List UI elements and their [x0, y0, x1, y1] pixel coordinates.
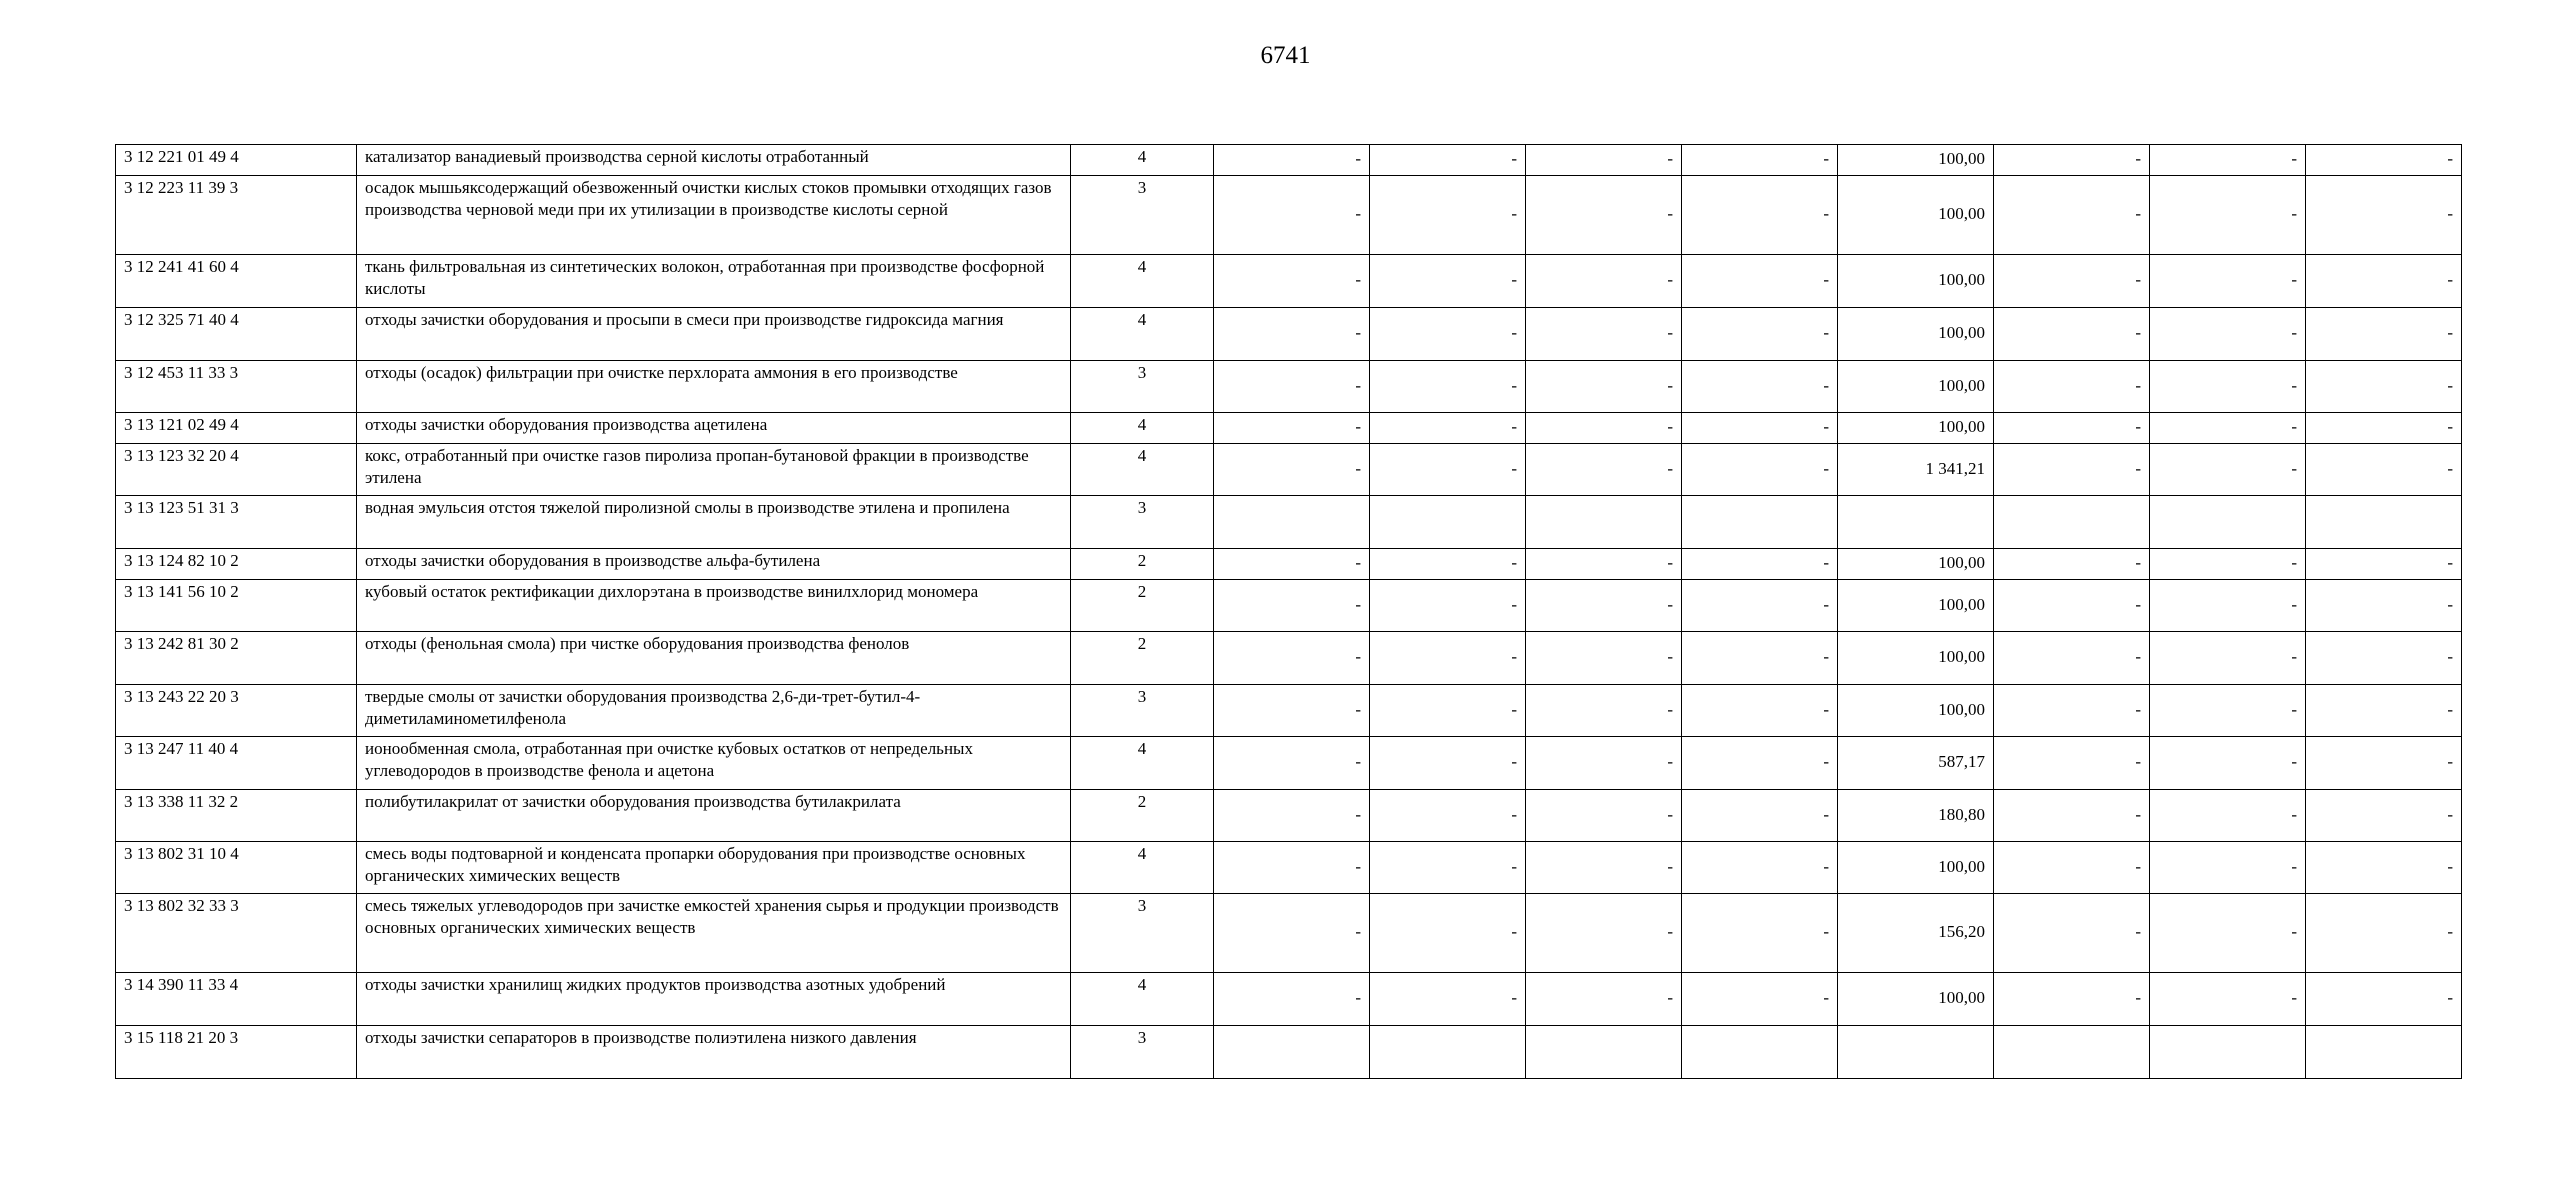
- value-cell-5: 100,00: [1838, 361, 1994, 413]
- hazard-class-cell: 4: [1071, 413, 1214, 444]
- waste-name-cell: водная эмульсия отстоя тяжелой пиролизной смолы в производстве этилена и пропилена: [357, 496, 1071, 549]
- value-cell-3: -: [1526, 790, 1682, 842]
- value-cell-6: -: [1994, 737, 2150, 790]
- value-cell-5: 100,00: [1838, 973, 1994, 1026]
- value-cell-2: -: [1370, 444, 1526, 496]
- value-cell-1: -: [1214, 145, 1370, 176]
- value-cell-6: -: [1994, 973, 2150, 1026]
- waste-code-cell: 3 12 453 11 33 3: [116, 361, 357, 413]
- table-row: [116, 685, 2462, 737]
- waste-code-cell: 3 15 118 21 20 3: [116, 1026, 357, 1079]
- value-cell-4: -: [1682, 685, 1838, 737]
- value-cell-7: -: [2150, 737, 2306, 790]
- value-cell-2: -: [1370, 894, 1526, 973]
- value-cell-1: -: [1214, 308, 1370, 361]
- value-cell-2: -: [1370, 790, 1526, 842]
- value-cell-8: -: [2306, 737, 2462, 790]
- value-cell-5: 156,20: [1838, 894, 1994, 973]
- table-row: [116, 444, 2462, 496]
- value-cell-2: -: [1370, 685, 1526, 737]
- waste-code-cell: 3 12 221 01 49 4: [116, 145, 357, 176]
- hazard-class-cell: 2: [1071, 549, 1214, 580]
- value-cell-8: -: [2306, 255, 2462, 308]
- value-cell-1: [1214, 1026, 1370, 1079]
- hazard-class-cell: 3: [1071, 894, 1214, 973]
- value-cell-8: -: [2306, 444, 2462, 496]
- value-cell-7: -: [2150, 145, 2306, 176]
- value-cell-4: -: [1682, 894, 1838, 973]
- value-cell-8: -: [2306, 842, 2462, 894]
- waste-name-cell: смесь воды подтоварной и конденсата пропарки оборудования при производстве основных органических химических веществ: [357, 842, 1071, 894]
- waste-code-cell: 3 13 802 32 33 3: [116, 894, 357, 973]
- table-row: [116, 145, 2462, 176]
- value-cell-7: -: [2150, 632, 2306, 685]
- hazard-class-cell: 4: [1071, 145, 1214, 176]
- value-cell-4: -: [1682, 973, 1838, 1026]
- value-cell-8: -: [2306, 176, 2462, 255]
- waste-name-cell: отходы зачистки оборудования в производстве альфа-бутилена: [357, 549, 1071, 580]
- value-cell-5: 100,00: [1838, 413, 1994, 444]
- value-cell-1: -: [1214, 790, 1370, 842]
- waste-code-cell: 3 13 141 56 10 2: [116, 580, 357, 632]
- value-cell-2: -: [1370, 308, 1526, 361]
- value-cell-6: -: [1994, 790, 2150, 842]
- value-cell-1: -: [1214, 549, 1370, 580]
- value-cell-7: -: [2150, 308, 2306, 361]
- value-cell-2: -: [1370, 549, 1526, 580]
- value-cell-3: -: [1526, 413, 1682, 444]
- value-cell-1: -: [1214, 361, 1370, 413]
- waste-code-cell: 3 12 241 41 60 4: [116, 255, 357, 308]
- waste-name-cell: отходы зачистки хранилищ жидких продуктов производства азотных удобрений: [357, 973, 1071, 1026]
- value-cell-2: -: [1370, 361, 1526, 413]
- value-cell-7: -: [2150, 549, 2306, 580]
- waste-name-cell: кокс, отработанный при очистке газов пиролиза пропан-бутановой фракции в производстве этилена: [357, 444, 1071, 496]
- value-cell-1: -: [1214, 444, 1370, 496]
- value-cell-3: -: [1526, 580, 1682, 632]
- waste-name-cell: полибутилакрилат от зачистки оборудования производства бутилакрилата: [357, 790, 1071, 842]
- waste-code-cell: 3 13 242 81 30 2: [116, 632, 357, 685]
- value-cell-2: -: [1370, 413, 1526, 444]
- value-cell-7: -: [2150, 842, 2306, 894]
- value-cell-2: -: [1370, 842, 1526, 894]
- value-cell-3: -: [1526, 685, 1682, 737]
- value-cell-5: 100,00: [1838, 145, 1994, 176]
- waste-code-cell: 3 13 802 31 10 4: [116, 842, 357, 894]
- table-row: [116, 496, 2462, 549]
- value-cell-7: -: [2150, 580, 2306, 632]
- waste-code-cell: 3 13 247 11 40 4: [116, 737, 357, 790]
- value-cell-6: -: [1994, 632, 2150, 685]
- page-number: 6741: [1260, 42, 1311, 69]
- value-cell-1: -: [1214, 632, 1370, 685]
- hazard-class-cell: 2: [1071, 790, 1214, 842]
- value-cell-1: -: [1214, 842, 1370, 894]
- value-cell-7: -: [2150, 361, 2306, 413]
- value-cell-6: [1994, 1026, 2150, 1079]
- hazard-class-cell: 3: [1071, 361, 1214, 413]
- hazard-class-cell: 4: [1071, 842, 1214, 894]
- table-row: [116, 176, 2462, 255]
- value-cell-7: -: [2150, 255, 2306, 308]
- table-row: [116, 737, 2462, 790]
- value-cell-6: -: [1994, 255, 2150, 308]
- waste-code-cell: 3 13 338 11 32 2: [116, 790, 357, 842]
- value-cell-5: 100,00: [1838, 632, 1994, 685]
- value-cell-2: [1370, 496, 1526, 549]
- value-cell-4: -: [1682, 444, 1838, 496]
- waste-code-cell: 3 12 325 71 40 4: [116, 308, 357, 361]
- table-row: [116, 308, 2462, 361]
- value-cell-4: [1682, 496, 1838, 549]
- value-cell-7: [2150, 1026, 2306, 1079]
- value-cell-8: -: [2306, 145, 2462, 176]
- value-cell-8: -: [2306, 632, 2462, 685]
- waste-code-cell: 3 14 390 11 33 4: [116, 973, 357, 1026]
- value-cell-5: 100,00: [1838, 685, 1994, 737]
- hazard-class-cell: 3: [1071, 1026, 1214, 1079]
- waste-name-cell: отходы (фенольная смола) при чистке оборудования производства фенолов: [357, 632, 1071, 685]
- waste-name-cell: отходы зачистки сепараторов в производстве полиэтилена низкого давления: [357, 1026, 1071, 1079]
- value-cell-8: -: [2306, 413, 2462, 444]
- value-cell-7: -: [2150, 894, 2306, 973]
- value-cell-3: -: [1526, 737, 1682, 790]
- waste-name-cell: отходы зачистки оборудования производства ацетилена: [357, 413, 1071, 444]
- value-cell-5: 180,80: [1838, 790, 1994, 842]
- value-cell-6: -: [1994, 361, 2150, 413]
- value-cell-8: -: [2306, 685, 2462, 737]
- value-cell-5: [1838, 496, 1994, 549]
- value-cell-8: [2306, 1026, 2462, 1079]
- waste-code-cell: 3 13 121 02 49 4: [116, 413, 357, 444]
- value-cell-2: -: [1370, 176, 1526, 255]
- value-cell-5: 100,00: [1838, 176, 1994, 255]
- waste-name-cell: катализатор ванадиевый производства серной кислоты отработанный: [357, 145, 1071, 176]
- table-body: [116, 145, 2462, 1079]
- waste-name-cell: твердые смолы от зачистки оборудования производства 2,6-ди-трет-бутил-4-диметиламинометилфенола: [357, 685, 1071, 737]
- hazard-class-cell: 3: [1071, 496, 1214, 549]
- waste-rates-table: [115, 144, 2462, 1079]
- value-cell-1: -: [1214, 176, 1370, 255]
- value-cell-8: [2306, 496, 2462, 549]
- value-cell-1: -: [1214, 894, 1370, 973]
- waste-code-cell: 3 13 123 51 31 3: [116, 496, 357, 549]
- value-cell-1: -: [1214, 413, 1370, 444]
- value-cell-1: -: [1214, 737, 1370, 790]
- value-cell-3: -: [1526, 444, 1682, 496]
- value-cell-3: -: [1526, 308, 1682, 361]
- value-cell-8: -: [2306, 580, 2462, 632]
- hazard-class-cell: 4: [1071, 444, 1214, 496]
- value-cell-6: -: [1994, 549, 2150, 580]
- value-cell-3: -: [1526, 973, 1682, 1026]
- waste-name-cell: кубовый остаток ректификации дихлорэтана в производстве винилхлорид мономера: [357, 580, 1071, 632]
- value-cell-3: -: [1526, 842, 1682, 894]
- value-cell-7: [2150, 496, 2306, 549]
- hazard-class-cell: 4: [1071, 973, 1214, 1026]
- hazard-class-cell: 2: [1071, 632, 1214, 685]
- hazard-class-cell: 4: [1071, 255, 1214, 308]
- value-cell-7: -: [2150, 176, 2306, 255]
- value-cell-7: -: [2150, 790, 2306, 842]
- value-cell-8: -: [2306, 549, 2462, 580]
- value-cell-3: -: [1526, 549, 1682, 580]
- value-cell-4: -: [1682, 549, 1838, 580]
- value-cell-6: -: [1994, 444, 2150, 496]
- waste-name-cell: отходы зачистки оборудования и просыпи в смеси при производстве гидроксида магния: [357, 308, 1071, 361]
- value-cell-3: -: [1526, 255, 1682, 308]
- table-row: [116, 790, 2462, 842]
- value-cell-4: [1682, 1026, 1838, 1079]
- table-row: [116, 549, 2462, 580]
- value-cell-5: 100,00: [1838, 842, 1994, 894]
- waste-code-cell: 3 13 123 32 20 4: [116, 444, 357, 496]
- value-cell-6: -: [1994, 580, 2150, 632]
- table-row: [116, 632, 2462, 685]
- value-cell-5: 1 341,21: [1838, 444, 1994, 496]
- waste-code-cell: 3 12 223 11 39 3: [116, 176, 357, 255]
- value-cell-6: -: [1994, 413, 2150, 444]
- value-cell-4: -: [1682, 580, 1838, 632]
- value-cell-3: -: [1526, 176, 1682, 255]
- waste-name-cell: ионообменная смола, отработанная при очистке кубовых остатков от непредельных углеводородов в производстве фенола и ацетона: [357, 737, 1071, 790]
- value-cell-5: 100,00: [1838, 549, 1994, 580]
- value-cell-3: -: [1526, 145, 1682, 176]
- value-cell-7: -: [2150, 444, 2306, 496]
- value-cell-7: -: [2150, 685, 2306, 737]
- value-cell-6: -: [1994, 894, 2150, 973]
- waste-code-cell: 3 13 243 22 20 3: [116, 685, 357, 737]
- waste-name-cell: ткань фильтровальная из синтетических волокон, отработанная при производстве фосфорной кислоты: [357, 255, 1071, 308]
- value-cell-7: -: [2150, 973, 2306, 1026]
- table-row: [116, 255, 2462, 308]
- value-cell-5: 587,17: [1838, 737, 1994, 790]
- value-cell-5: 100,00: [1838, 580, 1994, 632]
- value-cell-1: -: [1214, 580, 1370, 632]
- value-cell-3: [1526, 496, 1682, 549]
- value-cell-8: -: [2306, 308, 2462, 361]
- table-row: [116, 973, 2462, 1026]
- value-cell-4: -: [1682, 632, 1838, 685]
- value-cell-2: -: [1370, 737, 1526, 790]
- value-cell-6: -: [1994, 842, 2150, 894]
- value-cell-6: [1994, 496, 2150, 549]
- table-row: [116, 413, 2462, 444]
- value-cell-2: -: [1370, 145, 1526, 176]
- value-cell-1: [1214, 496, 1370, 549]
- table-row: [116, 894, 2462, 973]
- value-cell-7: -: [2150, 413, 2306, 444]
- value-cell-4: -: [1682, 145, 1838, 176]
- table-row: [116, 580, 2462, 632]
- value-cell-5: 100,00: [1838, 255, 1994, 308]
- hazard-class-cell: 4: [1071, 737, 1214, 790]
- value-cell-4: -: [1682, 737, 1838, 790]
- value-cell-4: -: [1682, 790, 1838, 842]
- value-cell-6: -: [1994, 685, 2150, 737]
- value-cell-5: [1838, 1026, 1994, 1079]
- value-cell-4: -: [1682, 176, 1838, 255]
- value-cell-8: -: [2306, 973, 2462, 1026]
- value-cell-2: -: [1370, 632, 1526, 685]
- value-cell-2: -: [1370, 255, 1526, 308]
- value-cell-8: -: [2306, 894, 2462, 973]
- value-cell-4: -: [1682, 308, 1838, 361]
- value-cell-5: 100,00: [1838, 308, 1994, 361]
- value-cell-1: -: [1214, 973, 1370, 1026]
- value-cell-4: -: [1682, 413, 1838, 444]
- value-cell-3: [1526, 1026, 1682, 1079]
- value-cell-1: -: [1214, 255, 1370, 308]
- waste-name-cell: осадок мышьяксодержащий обезвоженный очистки кислых стоков промывки отходящих газов производства черновой меди при их утилизации в производстве кислоты серной: [357, 176, 1071, 255]
- table-row: [116, 1026, 2462, 1079]
- value-cell-2: -: [1370, 580, 1526, 632]
- hazard-class-cell: 3: [1071, 685, 1214, 737]
- table-row: [116, 361, 2462, 413]
- value-cell-4: -: [1682, 255, 1838, 308]
- value-cell-6: -: [1994, 176, 2150, 255]
- value-cell-3: -: [1526, 632, 1682, 685]
- hazard-class-cell: 2: [1071, 580, 1214, 632]
- value-cell-2: [1370, 1026, 1526, 1079]
- value-cell-1: -: [1214, 685, 1370, 737]
- hazard-class-cell: 4: [1071, 308, 1214, 361]
- value-cell-8: -: [2306, 790, 2462, 842]
- value-cell-4: -: [1682, 361, 1838, 413]
- value-cell-8: -: [2306, 361, 2462, 413]
- table-row: [116, 842, 2462, 894]
- value-cell-6: -: [1994, 145, 2150, 176]
- value-cell-6: -: [1994, 308, 2150, 361]
- value-cell-2: -: [1370, 973, 1526, 1026]
- hazard-class-cell: 3: [1071, 176, 1214, 255]
- waste-code-cell: 3 13 124 82 10 2: [116, 549, 357, 580]
- waste-name-cell: отходы (осадок) фильтрации при очистке перхлората аммония в его производстве: [357, 361, 1071, 413]
- value-cell-4: -: [1682, 842, 1838, 894]
- value-cell-3: -: [1526, 361, 1682, 413]
- value-cell-3: -: [1526, 894, 1682, 973]
- waste-name-cell: смесь тяжелых углеводородов при зачистке емкостей хранения сырья и продукции производств основных органических химических веществ: [357, 894, 1071, 973]
